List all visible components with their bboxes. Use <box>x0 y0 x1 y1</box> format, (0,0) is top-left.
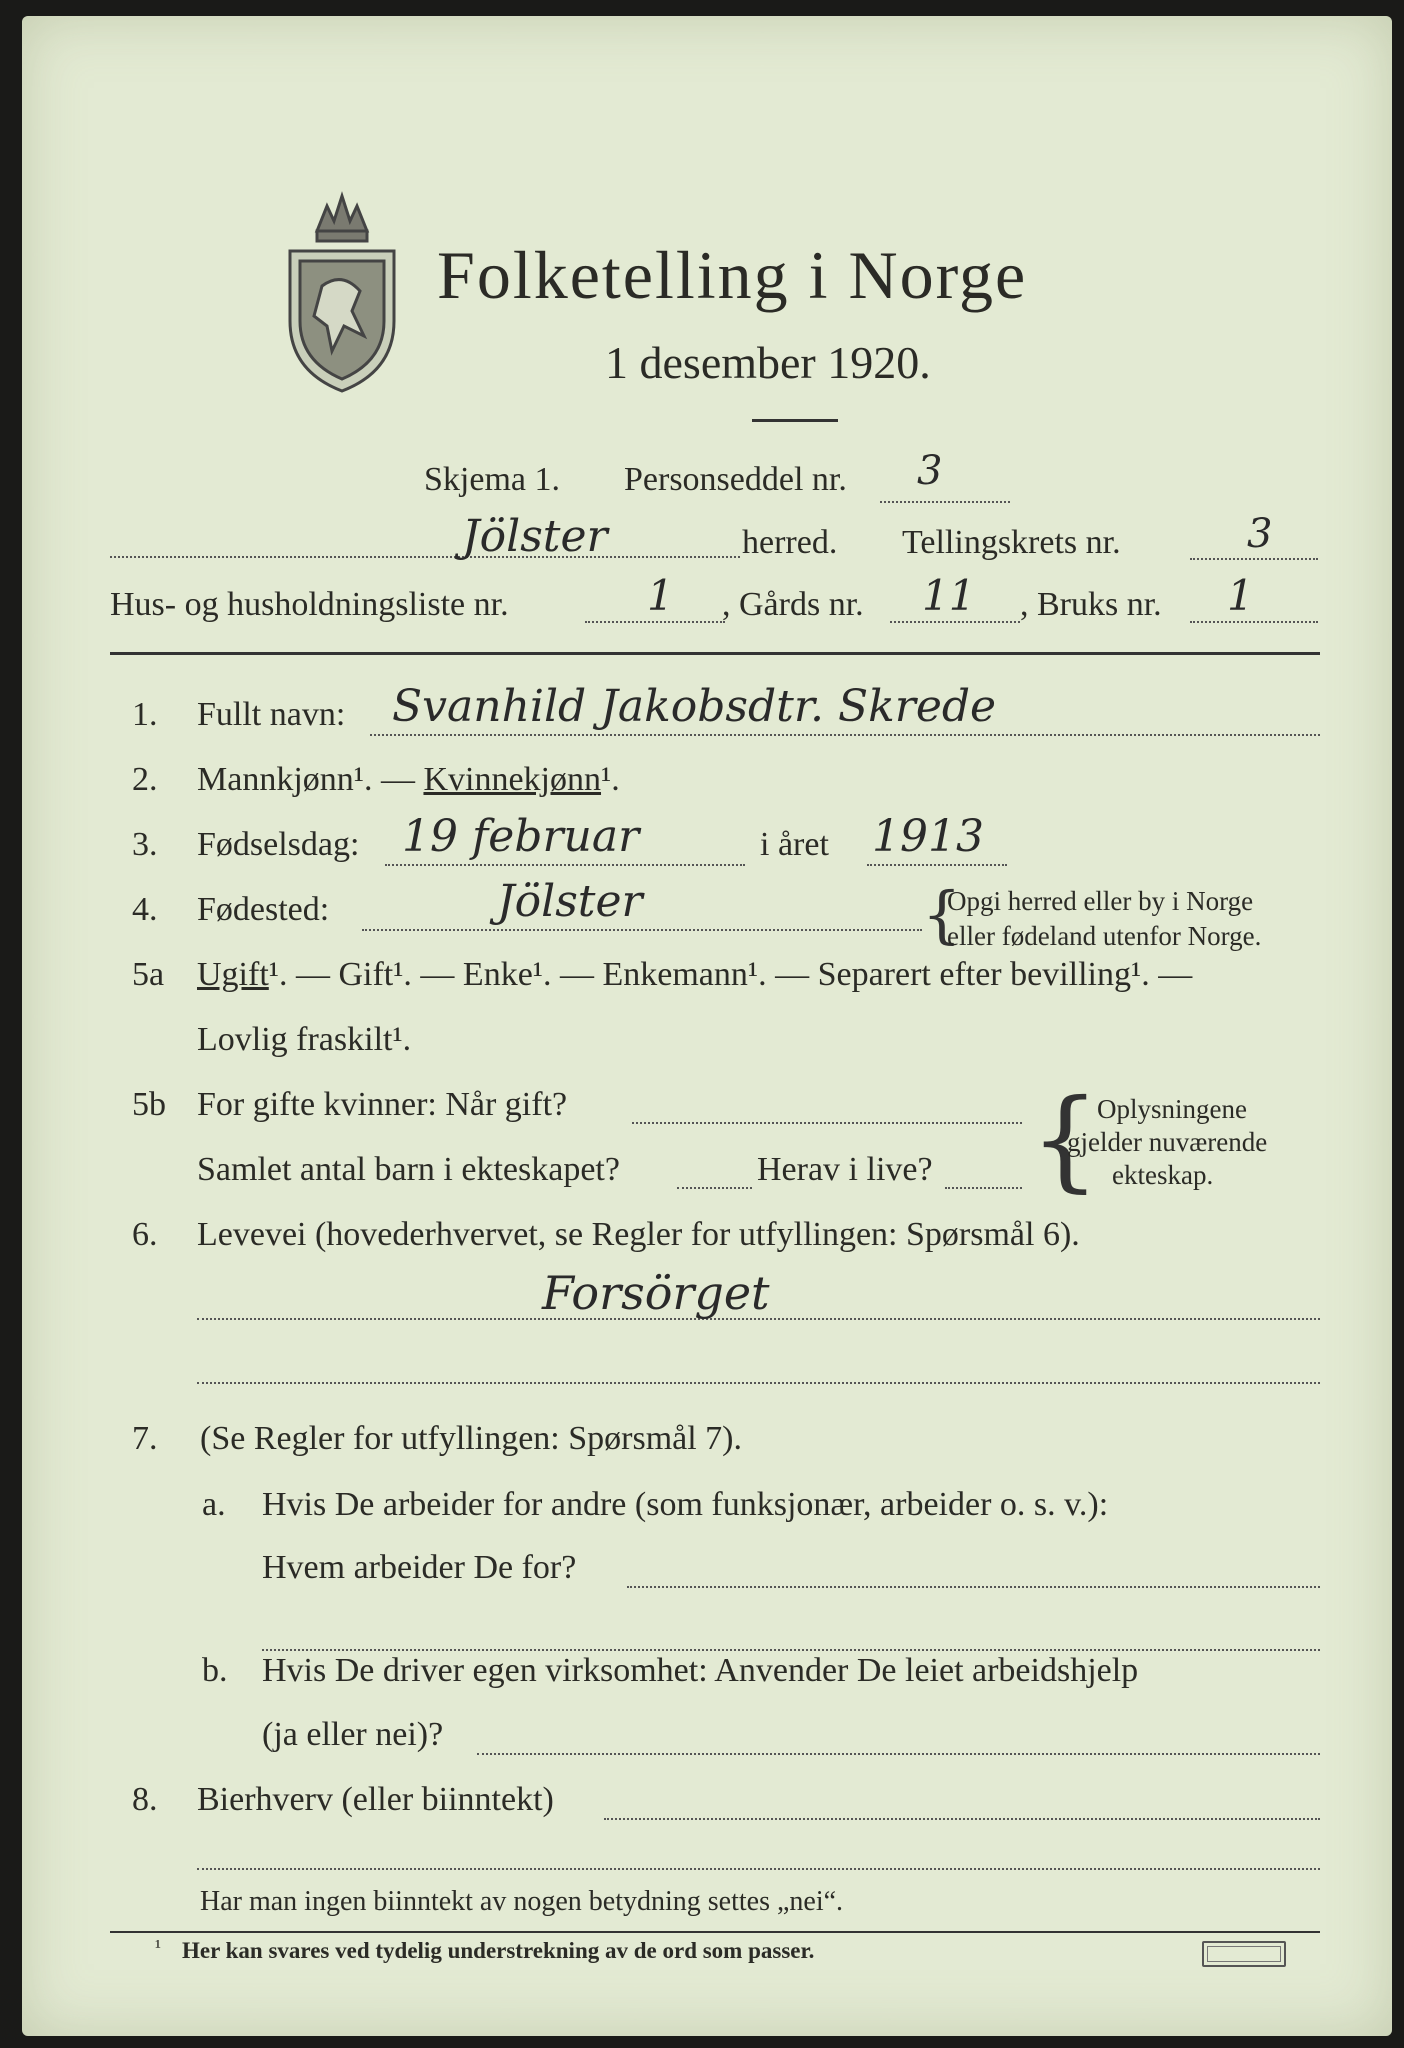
q1-line <box>370 734 1320 736</box>
q4-note-line2: eller fødeland utenfor Norge. <box>947 921 1262 951</box>
q7a-line2: Hvem arbeider De for? <box>262 1549 577 1586</box>
q3-label: Fødselsdag: <box>197 826 360 863</box>
q5b-alive-line <box>945 1187 1022 1189</box>
q6-value: Forsörget <box>542 1266 770 1320</box>
q8-number: 8. <box>132 1781 158 1818</box>
printer-stamp-inner <box>1207 1946 1281 1962</box>
q3-year-label: i året <box>760 826 829 863</box>
footnote-text: Her kan svares ved tydelig understrekning av de ord som passer. <box>182 1938 815 1963</box>
q5b-alive-label: Herav i live? <box>757 1151 933 1188</box>
q5a-number: 5a <box>132 956 165 993</box>
q6-line2 <box>197 1382 1320 1384</box>
q5b-married-line <box>632 1122 1022 1124</box>
q8-note: Har man ingen biinntekt av nogen betydning settes „nei“. <box>200 1886 844 1917</box>
q5b-note-line2: gjelder nuværende <box>1067 1127 1268 1157</box>
q4-note-line1: Opgi herred eller by i Norge <box>947 886 1254 916</box>
q5b-line1: For gifte kvinner: Når gift? <box>197 1086 568 1123</box>
q3-number: 3. <box>132 826 158 863</box>
bruks-value: 1 <box>1227 571 1254 620</box>
q4-note-brace: { <box>922 878 962 951</box>
personseddel-label: Personseddel nr. <box>624 461 847 498</box>
q7b-line2: (ja eller nei)? <box>262 1716 444 1753</box>
gards-line <box>890 621 1020 623</box>
q2-text <box>197 761 620 799</box>
gards-value: 11 <box>922 571 976 620</box>
footnote-mark: ¹ <box>155 1936 161 1958</box>
q1-label: Fullt navn: <box>197 696 346 733</box>
q6-number: 6. <box>132 1216 158 1253</box>
header-separator <box>110 652 1320 655</box>
q2-option-female: Kvinnekjønn <box>423 761 602 798</box>
q8-label: Bierhverv (eller biinntekt) <box>197 1781 554 1818</box>
q2-number: 2. <box>132 761 158 798</box>
tellingskrets-line <box>1190 558 1318 560</box>
coat-of-arms-icon <box>272 176 412 396</box>
gards-label: , Gårds nr. <box>722 586 864 623</box>
personseddel-value: 3 <box>917 448 943 494</box>
tellingskrets-value: 3 <box>1247 511 1273 557</box>
q4-label: Fødested: <box>197 891 330 928</box>
q7a-letter: a. <box>202 1486 226 1523</box>
q7a-line1: Hvis De arbeider for andre (som funksjonær, arbeider o. s. v.): <box>262 1486 1109 1523</box>
q7b-letter: b. <box>202 1652 228 1689</box>
personseddel-line <box>880 501 1010 503</box>
hus-value: 1 <box>647 571 674 620</box>
q4-number: 4. <box>132 891 158 928</box>
skjema-label: Skjema 1. <box>424 461 560 498</box>
hus-label: Hus- og husholdningsliste nr. <box>110 586 509 623</box>
q5a-other-options: ¹. — Gift¹. — Enke¹. — Enkemann¹. — Separert efter bevilling¹. — <box>268 956 1193 993</box>
q3-date-line <box>385 864 745 866</box>
q7a-answer-line2 <box>262 1649 1320 1651</box>
q5b-number: 5b <box>132 1086 166 1123</box>
census-form <box>22 16 1392 2036</box>
q6-label: Levevei (hovederhvervet, se Regler for utfyllingen: Spørsmål 6). <box>197 1216 1080 1253</box>
q4-value: Jölster <box>497 876 643 927</box>
q8-line1 <box>604 1818 1320 1820</box>
q7a-answer-line1 <box>627 1586 1320 1588</box>
q7-number: 7. <box>132 1420 158 1457</box>
q7b-answer-line <box>477 1753 1320 1755</box>
q5a-line1 <box>197 956 1192 994</box>
q5a-line2: Lovlig fraskilt¹. <box>197 1021 412 1058</box>
herred-line <box>110 556 740 558</box>
tellingskrets-label: Tellingskrets nr. <box>902 524 1121 561</box>
hus-line <box>585 621 725 623</box>
q3-year-line <box>867 864 1007 866</box>
title-divider <box>752 419 838 422</box>
q5b-note-brace: { <box>1030 1075 1100 1203</box>
form-title: Folketelling i Norge <box>437 237 1028 313</box>
census-date: 1 desember 1920. <box>605 337 931 388</box>
herred-label: herred. <box>742 524 838 561</box>
q1-number: 1. <box>132 696 158 733</box>
q7b-line1: Hvis De driver egen virksomhet: Anvender De leiet arbeidshjelp <box>262 1652 1139 1689</box>
herred-value: Jölster <box>462 511 608 562</box>
q4-line <box>362 929 922 931</box>
q2-footnote-mark: ¹. <box>601 761 620 798</box>
q2-option-male: Mannkjønn¹. — <box>197 761 424 798</box>
printer-stamp <box>1202 1941 1286 1967</box>
q3-date-value: 19 februar <box>402 811 640 862</box>
q3-year-value: 1913 <box>872 811 984 862</box>
footnote-separator <box>110 1931 1320 1933</box>
q5b-children-label: Samlet antal barn i ekteskapet? <box>197 1151 620 1188</box>
q1-value: Svanhild Jakobsdtr. Skrede <box>392 681 997 732</box>
q8-line2 <box>197 1868 1320 1870</box>
q5a-option-ugift: Ugift <box>197 956 269 993</box>
bruks-line <box>1190 621 1318 623</box>
bruks-label: , Bruks nr. <box>1020 586 1162 623</box>
q7-label: (Se Regler for utfyllingen: Spørsmål 7). <box>200 1420 743 1457</box>
q5b-note-line1: Oplysningene <box>1097 1094 1247 1124</box>
q5b-children-line <box>677 1187 752 1189</box>
q5b-note-line3: ekteskap. <box>1112 1160 1214 1190</box>
